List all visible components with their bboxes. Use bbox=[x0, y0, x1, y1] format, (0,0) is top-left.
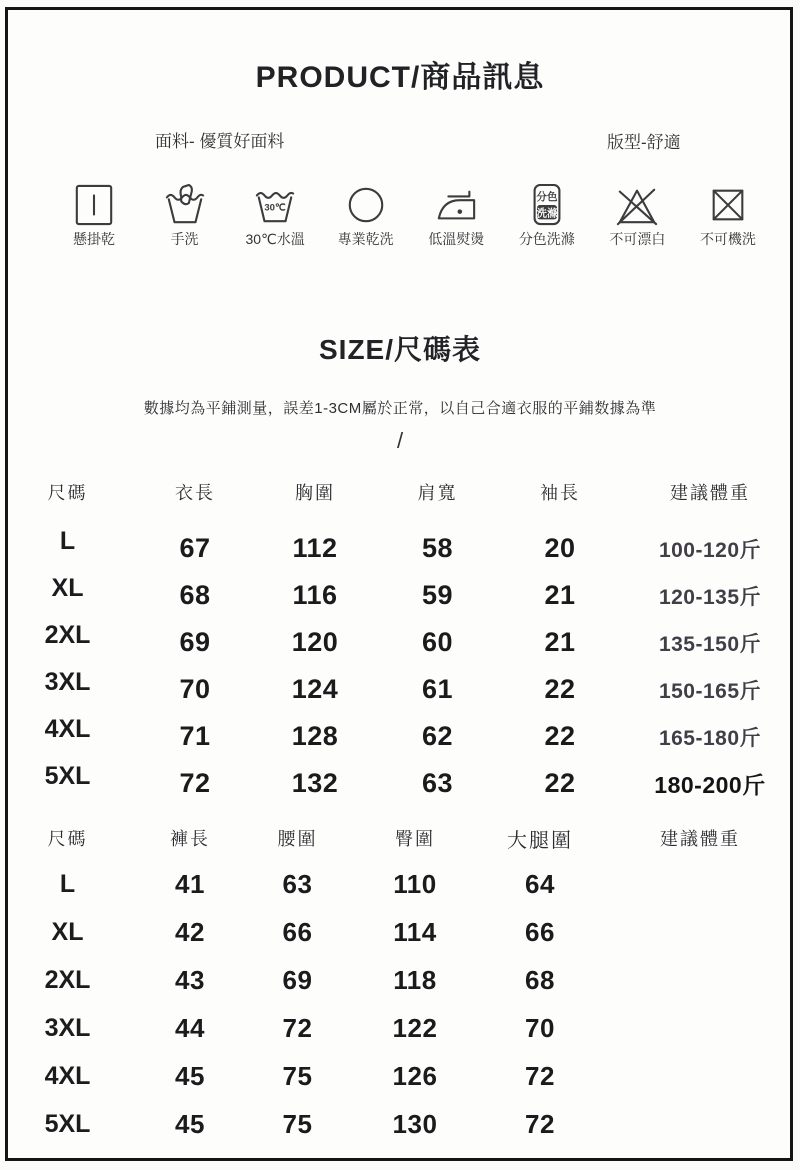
measurement-cell: 21 bbox=[544, 580, 576, 610]
care-item-low-iron bbox=[416, 184, 496, 250]
measurement-cell: 72 bbox=[525, 1108, 555, 1139]
measurement-cell: 61 bbox=[421, 674, 454, 704]
measurement-cell: 20 bbox=[544, 533, 576, 563]
size-label-cell: XL bbox=[51, 574, 84, 602]
no-bleach-icon bbox=[616, 184, 658, 226]
measurement-cell: 124 bbox=[291, 674, 339, 704]
care-item-wash-30c bbox=[235, 184, 315, 250]
size-label-cell: 2XL bbox=[44, 621, 91, 649]
measurement-cell: 22 bbox=[544, 674, 576, 704]
bottom-size-table bbox=[0, 818, 800, 1148]
measurement-cell: 42 bbox=[175, 916, 205, 947]
slash-mark: / bbox=[396, 428, 404, 453]
measurement-cell: 72 bbox=[179, 768, 211, 798]
wash-temp-badge: 30℃ bbox=[264, 202, 286, 214]
no-machine-wash-icon bbox=[707, 184, 749, 226]
measurement-cell: 116 bbox=[292, 580, 338, 610]
color-separate-text-1: 分色 bbox=[536, 191, 558, 204]
dry-clean-icon bbox=[345, 184, 387, 226]
measurement-cell: 70 bbox=[179, 674, 211, 704]
measurement-cell: 75 bbox=[282, 1060, 313, 1091]
table-row bbox=[0, 956, 800, 1004]
table-header-row bbox=[0, 818, 800, 858]
column-header: 衣長 bbox=[175, 483, 215, 503]
measurement-cell: 58 bbox=[421, 533, 454, 563]
table-row bbox=[0, 1052, 800, 1100]
care-icon-label: 分色洗滌 bbox=[518, 231, 575, 247]
table-header-row bbox=[0, 470, 800, 514]
page-title: PRODUCT/商品訊息 bbox=[255, 61, 545, 94]
wash-30c-icon bbox=[254, 184, 296, 226]
measurement-cell: 45 bbox=[175, 1060, 205, 1091]
measurement-cell: 72 bbox=[282, 1012, 313, 1043]
measurement-cell: 69 bbox=[179, 627, 211, 657]
column-header: 尺碼 bbox=[47, 483, 88, 503]
measurement-cell: 60 bbox=[421, 627, 454, 657]
column-header: 肩寬 bbox=[417, 483, 458, 503]
size-label-cell: 4XL bbox=[44, 715, 91, 743]
size-label-cell: 5XL bbox=[44, 1109, 91, 1138]
measurement-cell: 41 bbox=[175, 868, 205, 899]
care-item-dry-clean bbox=[326, 184, 406, 250]
measurement-cell: 63 bbox=[282, 868, 313, 899]
measurement-cell: 59 bbox=[421, 580, 454, 610]
table-row bbox=[0, 908, 800, 956]
table-row bbox=[0, 1100, 800, 1148]
table-row bbox=[0, 619, 800, 666]
measurement-cell: 45 bbox=[175, 1108, 205, 1139]
size-label-cell: XL bbox=[51, 917, 84, 946]
care-icon-label: 懸掛乾 bbox=[73, 231, 115, 247]
measurement-cell: 66 bbox=[282, 916, 313, 947]
column-header: 大腿圍 bbox=[507, 829, 573, 852]
size-label-cell: L bbox=[59, 869, 76, 898]
weight-cell: 150-165斤 bbox=[658, 679, 762, 703]
table-row bbox=[0, 525, 800, 572]
hang-dry-icon bbox=[73, 184, 115, 226]
fit-label: 版型-舒適 bbox=[607, 133, 681, 152]
measurement-cell: 132 bbox=[291, 768, 339, 798]
measurement-cell: 43 bbox=[175, 964, 205, 995]
care-item-hand-wash bbox=[145, 184, 225, 250]
measurement-cell: 64 bbox=[525, 868, 555, 899]
care-icon-label: 不可漂白 bbox=[609, 231, 666, 247]
table-row bbox=[0, 713, 800, 760]
measurement-cell: 69 bbox=[282, 964, 313, 995]
table-row bbox=[0, 1004, 800, 1052]
column-header: 臀圍 bbox=[395, 829, 435, 849]
care-icon-label: 專業乾洗 bbox=[337, 231, 394, 247]
size-label-cell: 2XL bbox=[44, 965, 91, 994]
measurement-cell: 44 bbox=[175, 1012, 205, 1043]
table-row bbox=[0, 860, 800, 908]
size-label-cell: 5XL bbox=[44, 762, 91, 790]
measurement-cell: 72 bbox=[525, 1060, 555, 1091]
measurement-note: 數據均為平鋪測量，誤差1-3CM屬於正常，以自己合適衣服的平鋪数據為準 bbox=[143, 400, 657, 417]
column-header: 建議體重 bbox=[670, 483, 750, 503]
measurement-cell: 75 bbox=[282, 1108, 313, 1139]
size-section-title: SIZE/尺碼表 bbox=[318, 334, 481, 365]
care-item-hang-dry bbox=[54, 184, 134, 250]
column-header: 尺碼 bbox=[47, 829, 88, 849]
column-header: 袖長 bbox=[540, 483, 580, 503]
measurement-cell: 68 bbox=[525, 964, 555, 995]
care-icons-row bbox=[54, 184, 768, 250]
measurement-cell: 62 bbox=[421, 721, 454, 751]
care-icon-label: 手洗 bbox=[170, 231, 199, 247]
care-icon-label: 低溫熨燙 bbox=[428, 231, 485, 247]
weight-cell: 120-135斤 bbox=[658, 585, 762, 609]
measurement-cell: 21 bbox=[544, 627, 576, 657]
care-item-no-machine-wash bbox=[688, 184, 768, 250]
color-separate-icon bbox=[526, 184, 568, 226]
table-row bbox=[0, 760, 800, 807]
size-label-cell: 3XL bbox=[44, 1013, 91, 1042]
measurement-cell: 112 bbox=[292, 533, 338, 563]
table-row bbox=[0, 572, 800, 619]
measurement-cell: 67 bbox=[179, 533, 211, 563]
low-iron-icon bbox=[435, 184, 477, 226]
measurement-cell: 63 bbox=[421, 768, 454, 798]
measurement-cell: 22 bbox=[544, 768, 576, 798]
column-header: 褲長 bbox=[170, 829, 210, 849]
measurement-cell: 70 bbox=[525, 1012, 555, 1043]
column-header: 腰圍 bbox=[277, 829, 318, 849]
measurement-cell: 110 bbox=[393, 868, 437, 899]
size-label-cell: L bbox=[59, 527, 76, 555]
care-item-color-separate bbox=[507, 184, 587, 250]
table-row bbox=[0, 666, 800, 713]
measurement-cell: 114 bbox=[393, 916, 437, 947]
column-header: 建議體重 bbox=[660, 829, 740, 849]
color-separate-text-2: 洗滌 bbox=[536, 207, 558, 220]
weight-cell: 180-200斤 bbox=[654, 772, 766, 798]
size-label-cell: 3XL bbox=[44, 668, 91, 696]
weight-cell: 100-120斤 bbox=[658, 538, 762, 562]
measurement-cell: 120 bbox=[291, 627, 339, 657]
top-size-table bbox=[0, 470, 800, 807]
measurement-cell: 122 bbox=[392, 1012, 438, 1043]
care-icon-label: 30℃水溫 bbox=[245, 231, 305, 247]
measurement-cell: 128 bbox=[291, 721, 339, 751]
care-icon-label: 不可機洗 bbox=[699, 231, 756, 247]
column-header: 胸圍 bbox=[295, 483, 335, 503]
fabric-label: 面料- 優質好面料 bbox=[155, 132, 285, 151]
measurement-cell: 126 bbox=[392, 1060, 438, 1091]
measurement-cell: 130 bbox=[392, 1108, 438, 1139]
weight-cell: 135-150斤 bbox=[658, 632, 762, 656]
measurement-cell: 118 bbox=[393, 964, 437, 995]
care-item-no-bleach bbox=[597, 184, 677, 250]
measurement-cell: 66 bbox=[525, 916, 555, 947]
hand-wash-icon bbox=[164, 184, 206, 226]
weight-cell: 165-180斤 bbox=[658, 726, 762, 750]
measurement-cell: 71 bbox=[179, 721, 211, 751]
size-label-cell: 4XL bbox=[44, 1061, 91, 1090]
measurement-cell: 22 bbox=[544, 721, 576, 751]
measurement-cell: 68 bbox=[179, 580, 211, 610]
